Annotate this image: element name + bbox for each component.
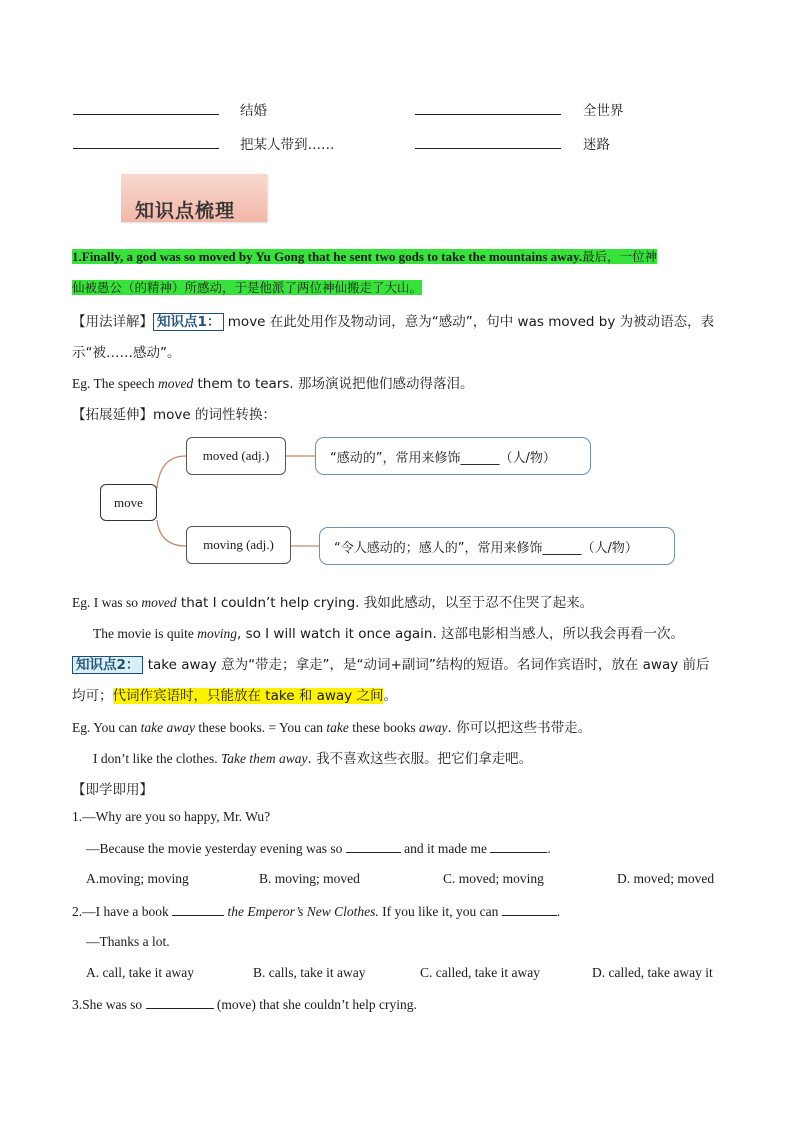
key-sentence-cn-2: 仙被愚公（的精神）所感动，于是他派了两位神仙搬走了大山。: [72, 280, 423, 295]
key-sentence-line-1: [72, 247, 657, 265]
point2-example-1: Eg. You can take away these books. = You can take these books away. 你可以把这些书带走。: [72, 720, 592, 736]
q2-line-1: 2.—I have a book the Emperor’s New Clothes. If you like it, you can .: [72, 904, 561, 919]
vocab-blank-2[interactable]: [415, 114, 561, 115]
banner-title: 知识点梳理: [135, 200, 236, 222]
q1-option-b[interactable]: B. moving; moved: [259, 871, 360, 886]
q3-blank[interactable]: [146, 996, 214, 1009]
q1-blank-2[interactable]: [490, 840, 547, 853]
section-banner: [121, 174, 267, 222]
q1-line-2: —Because the movie yesterday evening was so and it made me .: [86, 841, 551, 856]
q3-line: 3.She was so (move) that she couldn’t help crying.: [72, 997, 417, 1012]
mindmap-branch-moving: moving (adj.): [186, 526, 291, 564]
q2-option-c[interactable]: C. called, take it away: [420, 965, 540, 980]
q2-blank-2[interactable]: [502, 903, 557, 916]
vocab-blank-1[interactable]: [73, 114, 219, 115]
usage-text-1: move 在此处用作及物动词，意为“感动”，句中 was moved by 为被动语态，表: [227, 314, 715, 330]
vocab-cn-3: 把某人带到……: [240, 137, 335, 153]
vocab-cn-1: 结婚: [240, 103, 267, 119]
usage-line-1: [72, 310, 714, 331]
q1-line-1: 1.—Why are you so happy, Mr. Wu?: [72, 809, 271, 824]
vocab-cn-4: 迷路: [583, 137, 610, 153]
key-sentence-en: 1.Finally, a god was so moved by Yu Gong that he sent two gods to take the mountains away.: [72, 249, 583, 264]
vocab-blank-3[interactable]: [73, 148, 219, 149]
usage-line-2: 示“被……感动”。: [72, 345, 181, 361]
q2-option-d[interactable]: D. called, take away it: [592, 965, 713, 980]
q2-blank-1[interactable]: [172, 903, 224, 916]
mindmap-branch-moved: moved (adj.): [186, 437, 286, 475]
knowledge-point-1-label: 知识点1：: [153, 313, 224, 331]
key-sentence-line-2: [72, 278, 422, 296]
q1-option-c[interactable]: C. moved; moving: [443, 871, 544, 886]
q2-line-2: —Thanks a lot.: [86, 934, 170, 949]
q1-option-d[interactable]: D. moved; moved: [617, 871, 715, 886]
point2-line-2: 均可；代词作宾语时，只能放在 take 和 away 之间。: [72, 688, 397, 704]
q2-option-a[interactable]: A. call, take it away: [86, 965, 194, 980]
practice-heading: 【即学即用】: [72, 782, 153, 798]
vocab-blank-4[interactable]: [415, 148, 561, 149]
example-moving: The movie is quite moving, so I will watch it once again. 这部电影相当感人，所以我会再看一次。: [93, 626, 685, 642]
mindmap-def-moved: “感动的”，常用来修饰______（人/物）: [315, 437, 591, 475]
point2-example-2: I don’t like the clothes. Take them away. 我不喜欢这些衣服。把它们拿走吧。: [93, 751, 533, 767]
point2-line-1: 知识点2： take away 意为“带走；拿走”，是“动词+副词”结构的短语。名词作宾语时，放在 away 前后: [72, 653, 710, 674]
usage-example: Eg. The speech moved them to tears. 那场演说把他们感动得落泪。: [72, 376, 474, 392]
q1-blank-1[interactable]: [346, 840, 401, 853]
knowledge-point-2-label: 知识点2：: [72, 656, 143, 674]
highlight-pronoun-rule: 代词作宾语时，只能放在 take 和 away 之间: [112, 688, 384, 704]
key-sentence-cn-1: 最后，一位神: [582, 249, 658, 264]
vocab-cn-2: 全世界: [583, 103, 624, 119]
usage-heading: 【用法详解】: [72, 314, 153, 330]
example-moved: Eg. I was so moved that I couldn’t help crying. 我如此感动，以至于忍不住哭了起来。: [72, 595, 594, 611]
q1-option-a[interactable]: A.moving; moving: [86, 871, 189, 886]
extension-heading: 【拓展延伸】move 的词性转换：: [72, 407, 276, 423]
mindmap-root: move: [100, 484, 157, 521]
q2-option-b[interactable]: B. calls, take it away: [253, 965, 366, 980]
mindmap-def-moving: “令人感动的；感人的”，常用来修饰______（人/物）: [319, 527, 675, 565]
